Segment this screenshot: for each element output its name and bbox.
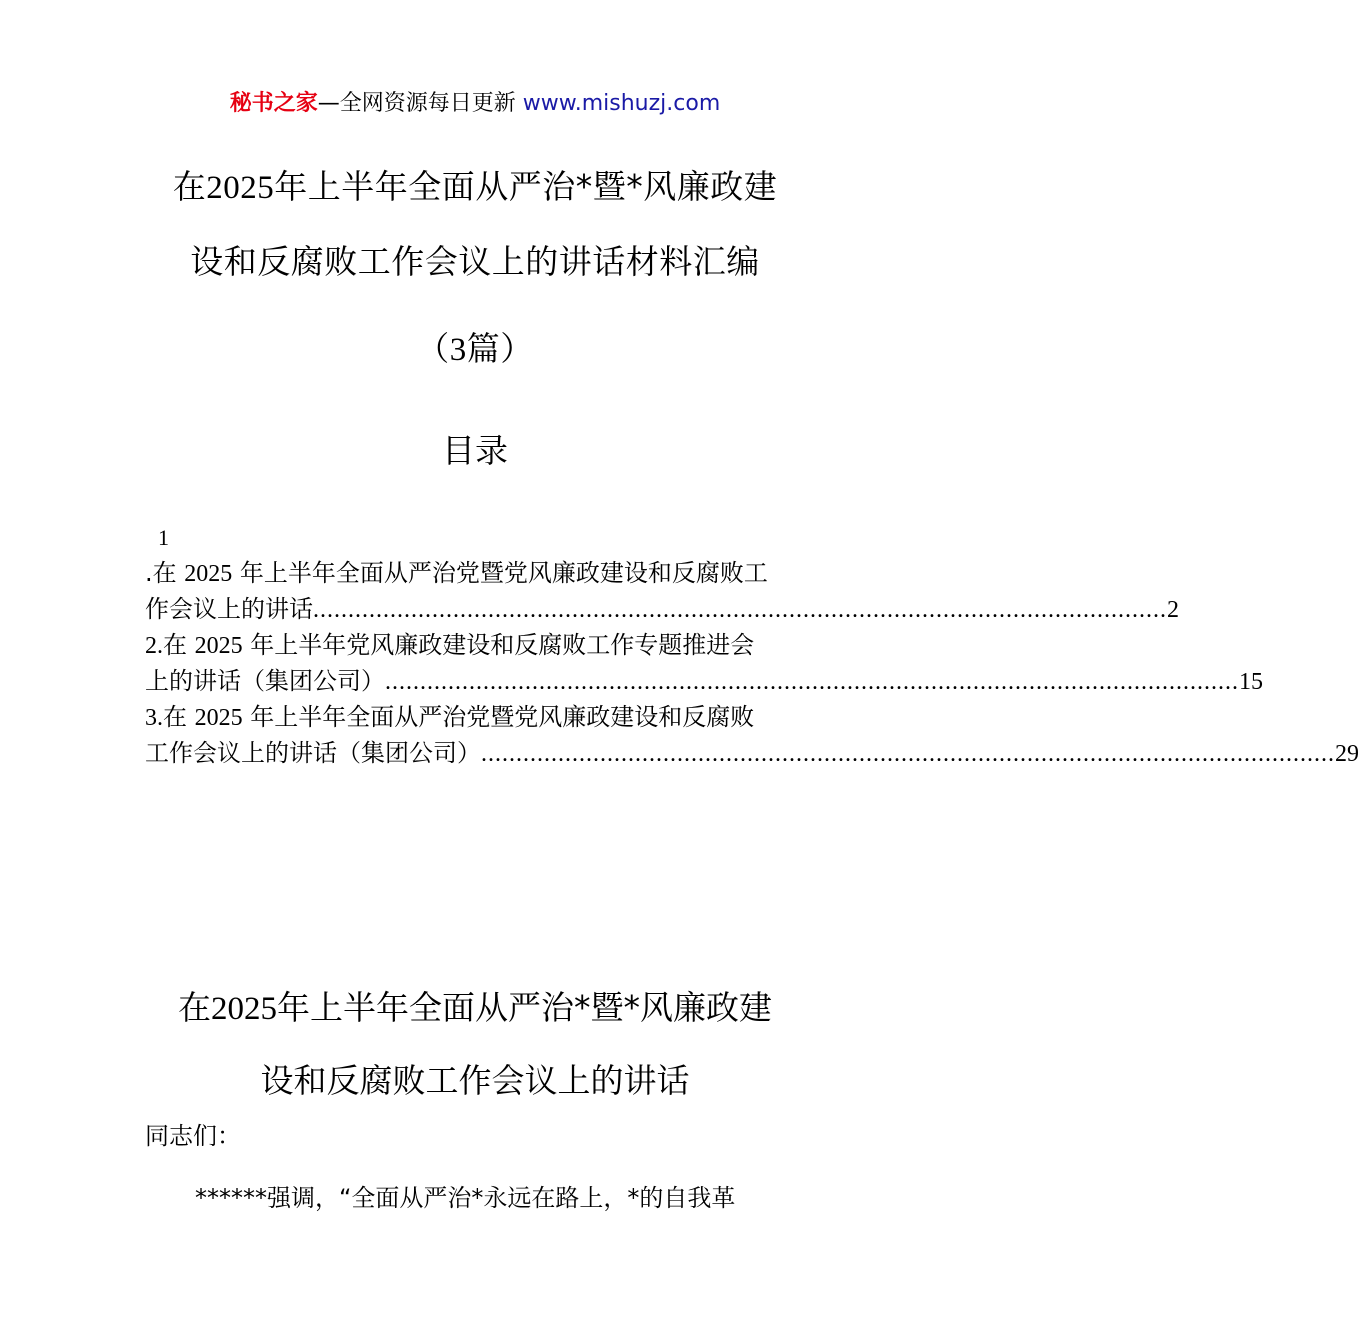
section-title-line2: 设和反腐败工作会议上的讲话 <box>260 1061 690 1100</box>
document-title-count: （3篇） <box>416 329 534 368</box>
toc-entry-2-line1: 2.在 2025 年上半年党风廉政建设和反腐败工作专题推进会 <box>145 631 755 659</box>
site-url-link[interactable]: www.mishuzj.com <box>522 91 721 116</box>
document-title <box>130 150 820 299</box>
toc-entry-1-line2: 作会议上的讲话 .......................................................................................................................... 2 <box>145 592 805 628</box>
toc-heading: 目录 <box>442 431 508 470</box>
toc-entry-3-line1: 3.在 2025 年上半年全面从严治党暨党风廉政建设和反腐败 <box>145 703 755 731</box>
document-title-line2: 设和反腐败工作会议上的讲话材料汇编 <box>190 242 760 281</box>
brand-name: 秘书之家 <box>229 91 318 116</box>
toc-entry-2-line2: 上的讲话（集团公司） .......................................................................................................................... 15 <box>145 664 805 700</box>
toc-entry-3-line2: 工作会议上的讲话（集团公司） .......................................................................................................................... 29 <box>145 736 805 772</box>
toc-entry-1-line1: .在 2025 年上半年全面从严治党暨党风廉政建设和反腐败工 <box>145 559 768 587</box>
section-title <box>130 972 820 1117</box>
toc-page-number: 15 <box>1239 669 1263 695</box>
toc-entry-1[interactable] <box>145 556 1179 628</box>
body-paragraph: ******强调，“全面从严治*永远在路上，*的自我革 <box>195 1184 736 1212</box>
section-title-line1: 在2025年上半年全面从严治*暨*风廉政建 <box>178 988 772 1027</box>
brand-tagline: —全网资源每日更新 <box>317 91 523 116</box>
toc-entry-3[interactable] <box>145 700 1359 772</box>
site-header-banner <box>0 88 950 120</box>
toc-entry-2[interactable] <box>145 628 1263 700</box>
toc-entry-number-1: 1 <box>158 525 169 550</box>
toc-leader-dots: .......................................................................................................................... <box>481 741 1335 767</box>
toc-page-number: 29 <box>1335 741 1359 767</box>
table-of-contents <box>145 556 1359 772</box>
toc-page-number: 2 <box>1167 597 1179 623</box>
toc-leader-dots: .......................................................................................................................... <box>385 669 1239 695</box>
toc-leader-dots: .......................................................................................................................... <box>313 597 1167 623</box>
document-title-line1: 在2025年上半年全面从严治*暨*风廉政建 <box>172 167 778 206</box>
salutation: 同志们： <box>145 1122 241 1150</box>
